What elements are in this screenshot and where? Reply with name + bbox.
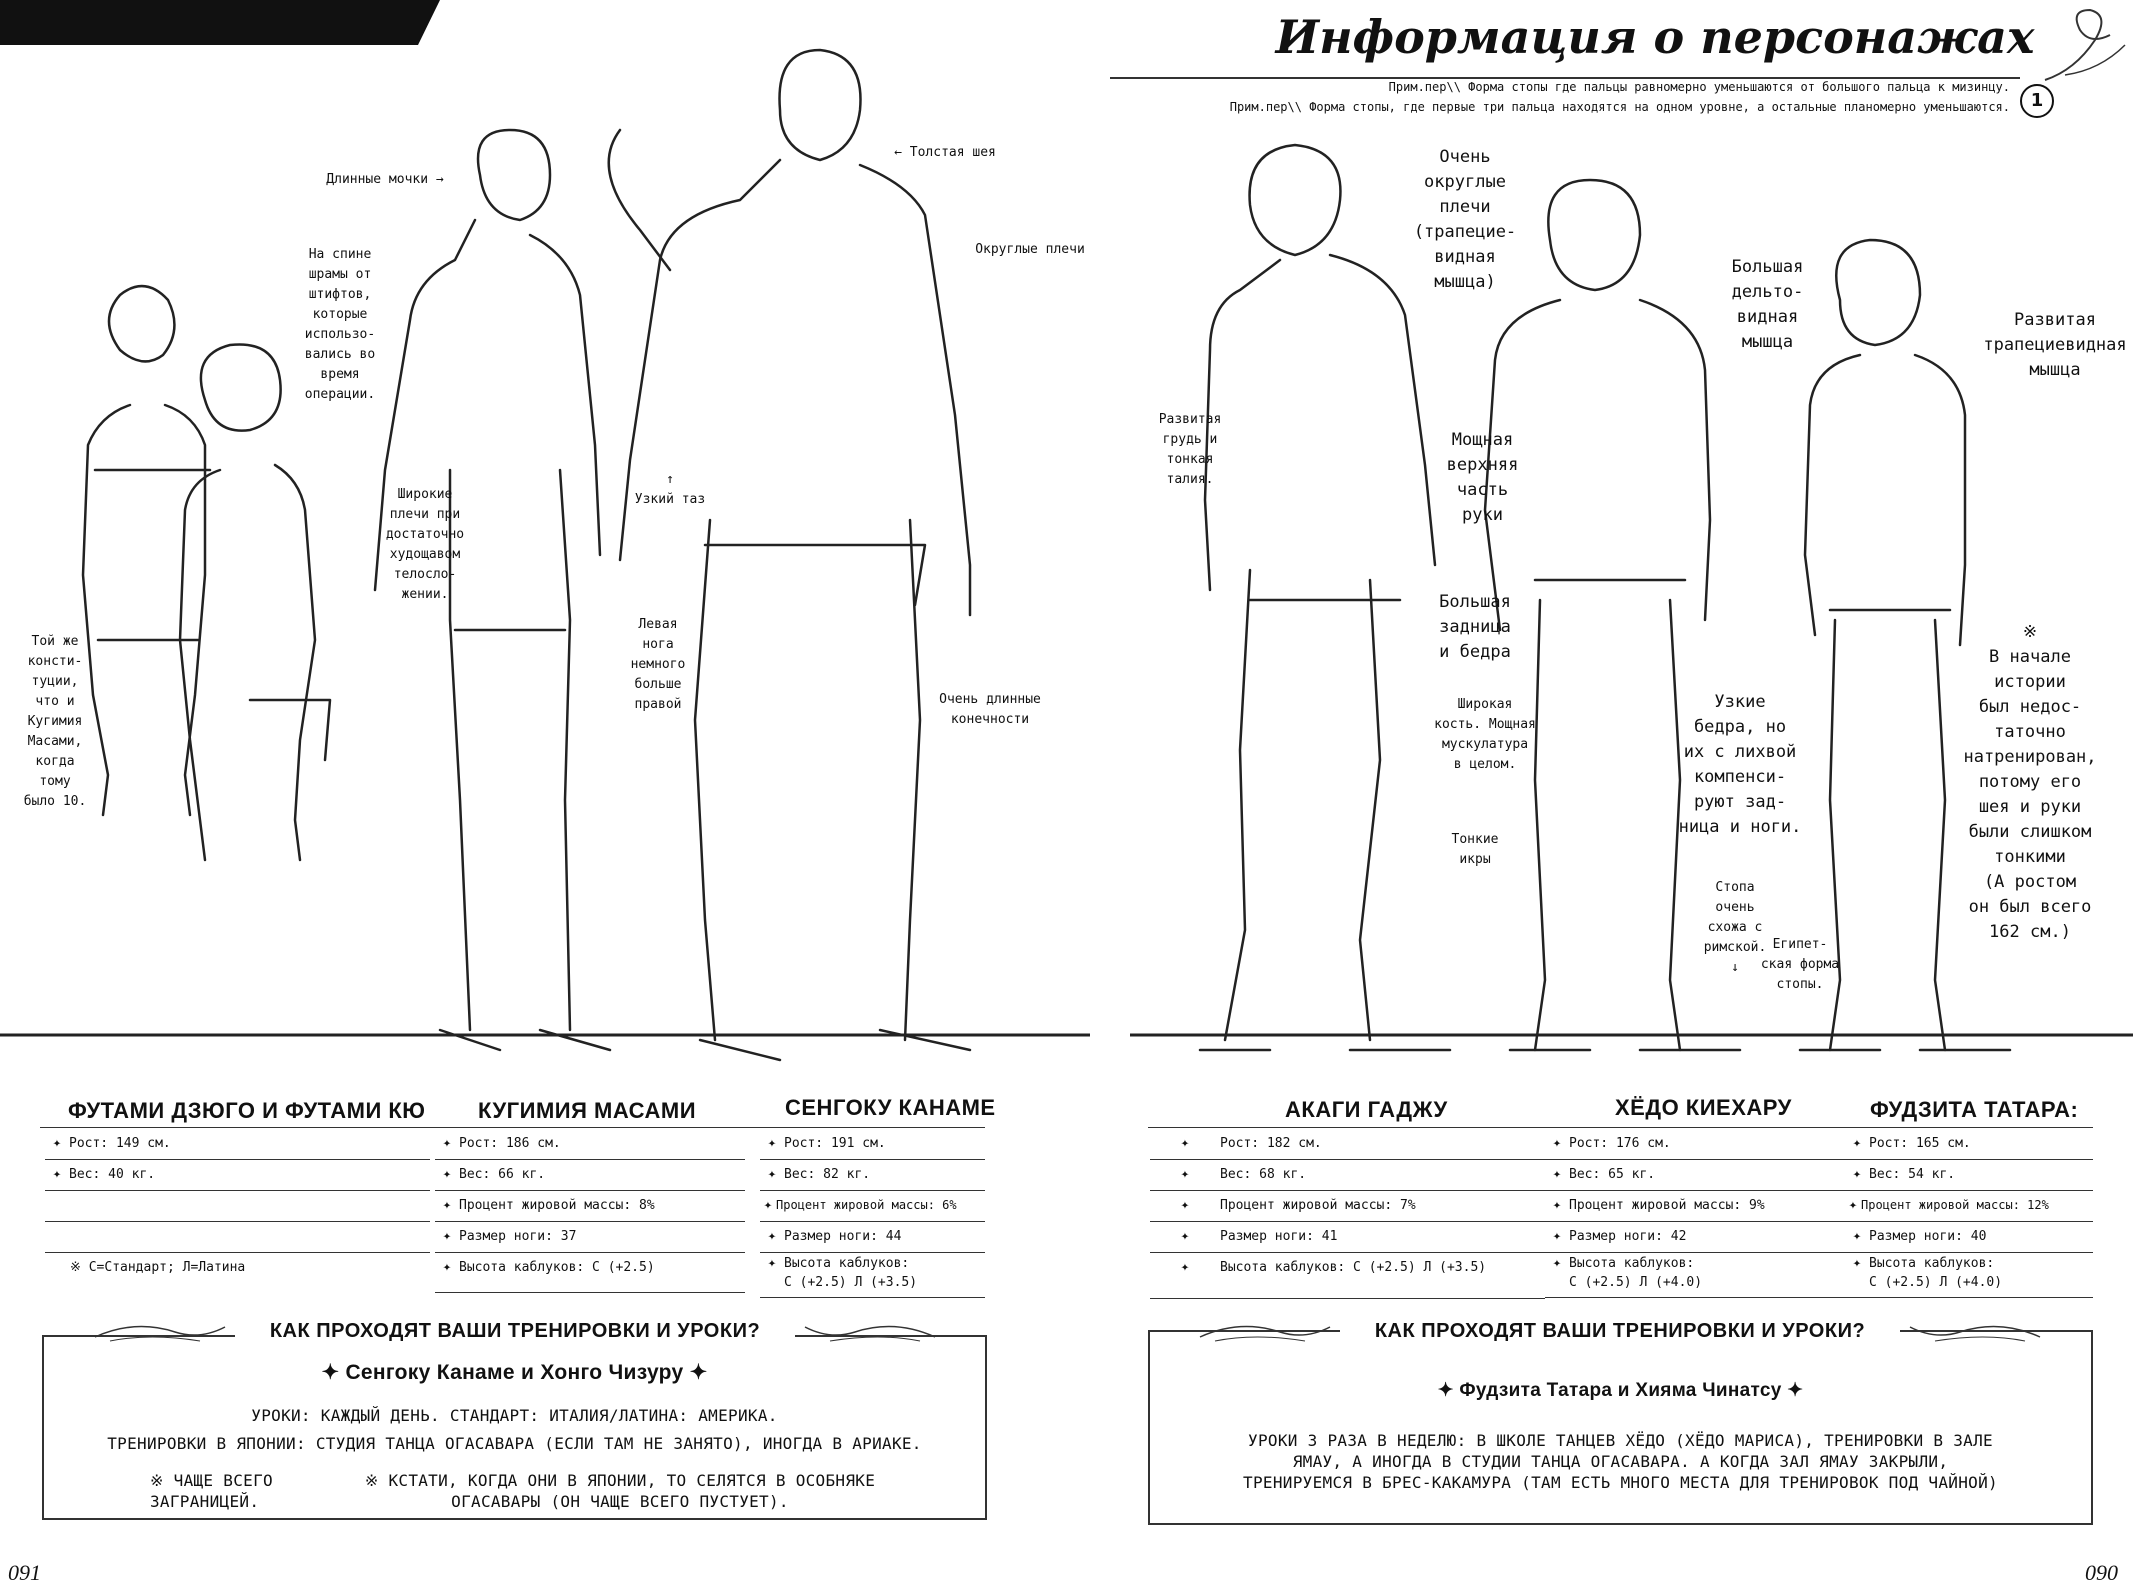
four-point-star-icon: ✦ [1180, 1166, 1190, 1182]
kugimiya-heel: Высота каблуков: С (+2.5) [459, 1260, 655, 1275]
name-akagi: АКАГИ ГАДЖУ [1285, 1097, 1448, 1122]
sengoku-height: Рост: 191 см. [784, 1136, 886, 1151]
left-training-line1: УРОКИ: КАЖДЫЙ ДЕНЬ. СТАНДАРТ: ИТАЛИЯ/ЛАТИНА: АМЕРИКА. [251, 1406, 778, 1425]
name-hyodo: ХЁДО КИЕХАРУ [1615, 1095, 1792, 1120]
note-badge: 1 [2020, 84, 2054, 118]
name-fujita: ФУДЗИТА ТАТАРА: [1870, 1097, 2079, 1122]
roman-foot-note: Стопа очень схожа с римской. ↓ [1703, 880, 1767, 975]
long-limbs-note: Очень длинные конечности [939, 692, 1041, 727]
akagi-heel: Высота каблуков: С (+2.5) Л (+3.5) [1220, 1260, 1487, 1275]
egyptian-foot-note: Египет- ская форма стопы. [1760, 937, 1840, 992]
fujita-height: Рост: 165 см. [1869, 1136, 1971, 1151]
four-point-star-icon: ✦ [767, 1135, 777, 1151]
right-training-title: КАК ПРОХОДЯТ ВАШИ ТРЕНИРОВКИ И УРОКИ? [1340, 1320, 1900, 1343]
flourish-icon [90, 1317, 230, 1347]
translator-note-2: Прим.пер\\ Форма стопы, где первые три пальца находятся на одном уровне, а остальные планомерно уменьшаются. [1229, 100, 2010, 114]
round-shoulders-note: Округлые плечи [975, 242, 1085, 257]
akagi-height: Рост: 182 см. [1220, 1136, 1322, 1151]
sideburns-note: Длинные мочки → [326, 172, 444, 187]
page-number-right: 090 [2085, 1560, 2118, 1585]
kugimiya-weight-row [435, 1159, 745, 1191]
translator-note-1: Прим.пер\\ Форма стопы где пальцы равномерно уменьшаются от большого пальца к мизинцу. [1388, 80, 2010, 94]
left-training-foot-b: ※ КСТАТИ, КОГДА ОНИ В ЯПОНИИ, ТО СЕЛЯТСЯ В ОСОБНЯКЕ ОГАСАВАРЫ (ОН ЧАЩЕ ВСЕГО ПУСТУЕТ). [364, 1471, 876, 1511]
sengoku-fat-row [760, 1190, 985, 1222]
kugimiya-shoe-row [435, 1221, 745, 1253]
futami-empty-row-2 [45, 1221, 430, 1253]
four-point-star-icon: ✦ [1180, 1228, 1190, 1244]
futami-height: Рост: 149 см. [69, 1136, 171, 1151]
hyodo-heel-row [1545, 1252, 1845, 1298]
right-training-box [1148, 1330, 2093, 1525]
four-point-star-icon: ✦ [767, 1228, 777, 1244]
flourish-icon [1905, 1317, 2045, 1347]
hyodo-heel: Высота каблуков: С (+2.5) Л (+4.0) [1569, 1256, 1703, 1290]
thick-neck-note: ← Толстая шея [894, 145, 996, 160]
sengoku-heel: Высота каблуков: С (+2.5) Л (+3.5) [784, 1256, 918, 1290]
right-training-text: УРОКИ 3 РАЗА В НЕДЕЛЮ: В ШКОЛЕ ТАНЦЕВ ХЁДО (ХЁДО МАРИСА), ТРЕНИРОВКИ В ЗАЛЕ ЯМАУ, А ИНОГДА В СТУДИИ ТАНЦА ОГАСАВАРА. А КОГДА ЗАЛ ЯМАУ ЗАКРЫЛИ, ТРЕНИРУЕМСЯ В БРЕС-КАКАМУРА (ТАМ ЕСТЬ МНОГО МЕСТА ДЛЯ ТРЕНИРОВОК ПОД ЧАЙНОЙ) [1243, 1431, 1998, 1492]
futami-height-row [45, 1128, 430, 1160]
sengoku-weight-row [760, 1159, 985, 1191]
figure-sengoku [609, 50, 970, 1060]
four-point-star-icon: ✦ [1552, 1197, 1562, 1213]
page-number-left: 091 [8, 1560, 41, 1585]
very-round-shoulders-note: Очень округлые плечи (трапецие- видная мышца) [1413, 147, 1517, 292]
four-point-star-icon: ✦ [1852, 1255, 1862, 1271]
legend-row [45, 1252, 430, 1283]
four-point-star-icon: ✦ [442, 1197, 452, 1213]
left-training-line2: ТРЕНИРОВКИ В ЯПОНИИ: СТУДИЯ ТАНЦА ОГАСАВАРА (ЕСЛИ ТАМ НЕ ЗАНЯТО), ИНОГДА В АРИАКЕ. [107, 1434, 922, 1453]
wide-bone-note: Широкая кость. Мощная мускулатура в целом. [1434, 697, 1536, 772]
left-leg-note: Левая нога немного больше правой [630, 617, 686, 712]
fujita-weight-row [1845, 1159, 2093, 1191]
hyodo-fat: Процент жировой массы: 9% [1569, 1198, 1765, 1213]
kugimiya-height: Рост: 186 см. [459, 1136, 561, 1151]
four-point-star-icon: ✦ [52, 1166, 62, 1182]
untrained-note: ※ В начале истории был недос- таточно натренирован, потому его шея и руки были слишком тонкими (А ростом он был всего 162 см.) [1963, 622, 2097, 942]
narrow-pelvis-note: ↑ Узкий таз [634, 472, 706, 507]
name-kugimiya: КУГИМИЯ МАСАМИ [478, 1098, 697, 1123]
four-point-star-icon: ✦ [1552, 1166, 1562, 1182]
futami-empty-row-1 [45, 1190, 430, 1222]
akagi-weight-row [1150, 1159, 1545, 1191]
legend-text: ※ С=Стандарт; Л=Латина [70, 1260, 246, 1275]
four-point-star-icon: ✦ [1552, 1135, 1562, 1151]
hyodo-shoe-row [1545, 1221, 1845, 1253]
flourish-icon [1195, 1317, 1335, 1347]
futami-weight-row [45, 1159, 430, 1191]
back-scars-note: На спине шрамы от штифтов, которые использо- вались во время операции. [304, 247, 376, 402]
left-training-title: КАК ПРОХОДЯТ ВАШИ ТРЕНИРОВКИ И УРОКИ? [235, 1320, 795, 1343]
name-futami: ФУТАМИ ДЗЮГО И ФУТАМИ КЮ [68, 1098, 426, 1123]
akagi-fat-row [1150, 1190, 1545, 1222]
flourish-icon [2035, 0, 2130, 90]
narrow-hips-note: Узкие бедра, но их с лихвой компенси- руют зад- ница и ноги. [1678, 692, 1802, 837]
four-point-star-icon: ✦ [1552, 1228, 1562, 1244]
hyodo-weight: Вес: 65 кг. [1569, 1167, 1656, 1182]
left-training-foot-a: ※ ЧАЩЕ ВСЕГО ЗАГРАНИЦЕЙ. [150, 1471, 273, 1511]
right-training-pair: ✦ Фудзита Татара и Хияма Чинатсу ✦ [1437, 1380, 1804, 1401]
fujita-shoe: Размер ноги: 40 [1869, 1229, 1987, 1244]
figure-futami-1 [83, 286, 210, 815]
upper-arm-note: Мощная верхняя часть руки [1446, 430, 1519, 525]
sengoku-fat: Процент жировой массы: 6% [776, 1198, 957, 1212]
futami-weight: Вес: 40 кг. [69, 1167, 156, 1182]
four-point-star-icon: ✦ [442, 1166, 452, 1182]
fujita-fat-row [1845, 1190, 2093, 1222]
hyodo-weight-row [1545, 1159, 1845, 1191]
sengoku-shoe: Размер ноги: 44 [784, 1229, 902, 1244]
big-deltoid-note: Большая дельто- видная мышца [1731, 257, 1804, 352]
akagi-heel-row [1150, 1252, 1545, 1299]
hyodo-height-row [1545, 1128, 1845, 1160]
thin-calves-note: Тонкие икры [1451, 832, 1499, 867]
four-point-star-icon: ✦ [52, 1135, 62, 1151]
fujita-heel: Высота каблуков: С (+2.5) Л (+4.0) [1869, 1256, 2003, 1290]
akagi-shoe: Размер ноги: 41 [1220, 1229, 1338, 1244]
hyodo-fat-row [1545, 1190, 1845, 1222]
wide-shoulders-note: Широкие плечи при достаточно худощавом телосло- жении. [385, 487, 465, 602]
name-sengoku: СЕНГОКУ КАНАМЕ [785, 1095, 996, 1120]
fujita-heel-row [1845, 1252, 2093, 1298]
page-title: Информация о персонажах [1275, 10, 2035, 64]
four-point-star-icon: ✦ [1180, 1197, 1190, 1213]
four-point-star-icon: ✦ [1552, 1255, 1562, 1271]
developed-chest-note: Развитая грудь и тонкая талия. [1158, 412, 1222, 487]
hyodo-shoe: Размер ноги: 42 [1569, 1229, 1687, 1244]
four-point-star-icon: ✦ [763, 1197, 773, 1213]
four-point-star-icon: ✦ [442, 1228, 452, 1244]
four-point-star-icon: ✦ [767, 1255, 777, 1271]
akagi-weight: Вес: 68 кг. [1220, 1167, 1307, 1182]
kugimiya-heel-row [435, 1252, 745, 1293]
sengoku-heel-row [760, 1252, 985, 1298]
kugimiya-shoe: Размер ноги: 37 [459, 1229, 577, 1244]
four-point-star-icon: ✦ [1852, 1166, 1862, 1182]
sengoku-weight: Вес: 82 кг. [784, 1167, 871, 1182]
twins-note: Той же консти- туции, что и Кугимия Масами, когда тому было 10. [23, 634, 87, 809]
fujita-fat: Процент жировой массы: 12% [1861, 1198, 2049, 1212]
four-point-star-icon: ✦ [767, 1166, 777, 1182]
kugimiya-fat-row [435, 1190, 745, 1222]
fujita-shoe-row [1845, 1221, 2093, 1253]
fujita-height-row [1845, 1128, 2093, 1160]
four-point-star-icon: ✦ [442, 1259, 452, 1275]
akagi-fat: Процент жировой массы: 7% [1220, 1198, 1416, 1213]
four-point-star-icon: ✦ [1848, 1197, 1858, 1213]
four-point-star-icon: ✦ [442, 1135, 452, 1151]
akagi-shoe-row [1150, 1221, 1545, 1253]
four-point-star-icon: ✦ [1852, 1228, 1862, 1244]
hyodo-height: Рост: 176 см. [1569, 1136, 1671, 1151]
akagi-height-row [1150, 1128, 1545, 1160]
kugimiya-fat: Процент жировой массы: 8% [459, 1198, 655, 1213]
sengoku-height-row [760, 1128, 985, 1160]
four-point-star-icon: ✦ [1852, 1135, 1862, 1151]
kugimiya-height-row [435, 1128, 745, 1160]
four-point-star-icon: ✦ [1180, 1135, 1190, 1151]
kugimiya-weight: Вес: 66 кг. [459, 1167, 546, 1182]
left-training-pair: ✦ Сенгоку Канаме и Хонго Чизуру ✦ [321, 1361, 708, 1384]
fujita-weight: Вес: 54 кг. [1869, 1167, 1956, 1182]
sengoku-shoe-row [760, 1221, 985, 1253]
flourish-icon [800, 1317, 940, 1347]
trapezius-note: Развитая трапециевидная мышца [1983, 310, 2127, 380]
big-hips-note: Большая задница и бедра [1439, 592, 1511, 662]
four-point-star-icon: ✦ [1180, 1259, 1190, 1275]
